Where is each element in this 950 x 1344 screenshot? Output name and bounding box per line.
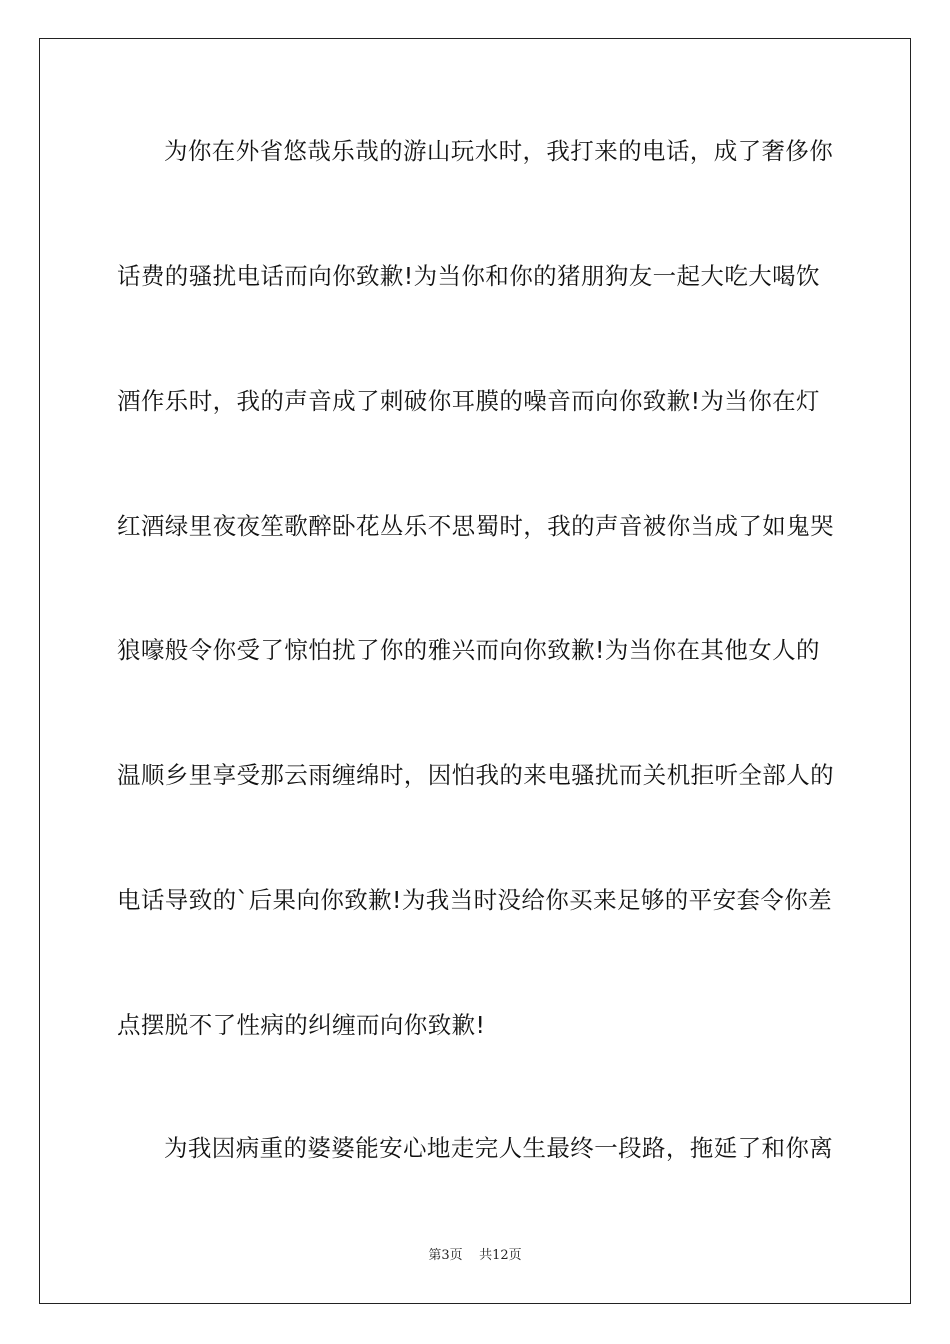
text-line: 为你在外省悠哉乐哉的游山玩水时，我打来的电话，成了奢侈你 [164, 137, 834, 165]
page-number: 第3页 [428, 1248, 463, 1263]
text-line: 温顺乡里享受那云雨缠绵时，因怕我的来电骚扰而关机拒听全部人的 [117, 761, 834, 789]
text-line: 话费的骚扰电话而向你致歉!为当你和你的猪朋狗友一起大吃大喝饮 [117, 262, 820, 290]
text-line: 狼嚎般令你受了惊怕扰了你的雅兴而向你致歉!为当你在其他女人的 [117, 636, 820, 664]
text-line: 电话导致的`后果向你致歉!为我当时没给你买来足够的平安套令你差 [117, 886, 833, 914]
text-line: 为我因病重的婆婆能安心地走完人生最终一段路，拖延了和你离 [164, 1134, 834, 1162]
text-line: 红酒绿里夜夜笙歌醉卧花丛乐不思蜀时，我的声音被你当成了如鬼哭 [117, 512, 834, 540]
text-line: 点摆脱不了性病的纠缠而向你致歉! [117, 1011, 486, 1039]
text-line: 酒作乐时，我的声音成了刺破你耳膜的噪音而向你致歉!为当你在灯 [117, 387, 820, 415]
page-frame [39, 38, 911, 1304]
page-total: 共12页 [479, 1248, 522, 1263]
page-footer [0, 1247, 950, 1265]
